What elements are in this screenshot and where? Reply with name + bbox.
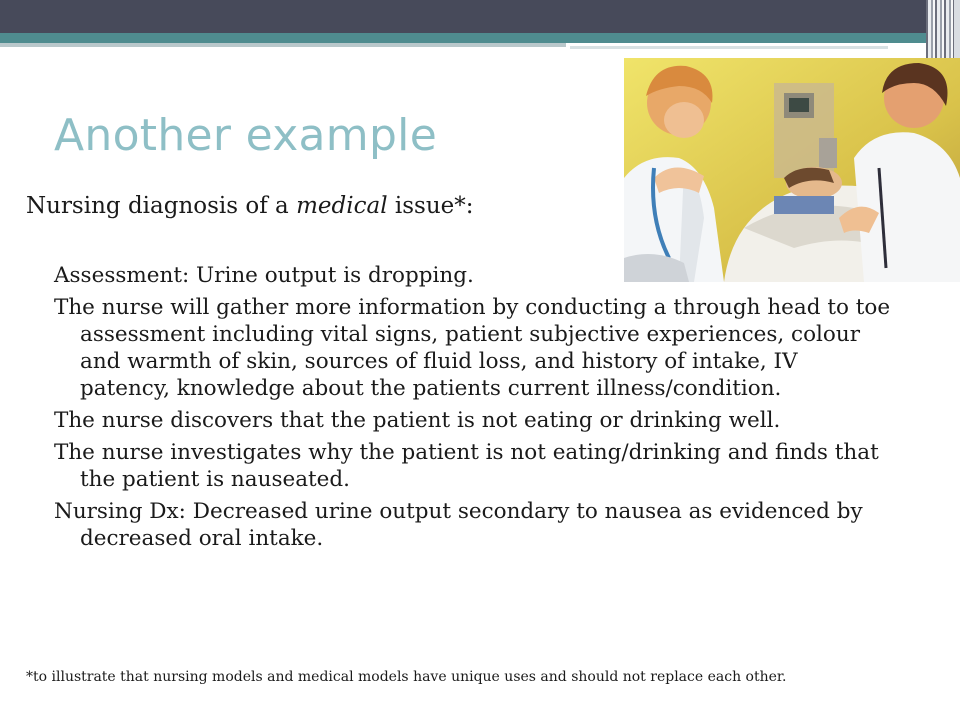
header-dark-band <box>0 0 960 33</box>
header-accent-line <box>0 43 566 47</box>
subtitle-emphasis: medical <box>296 193 388 219</box>
subtitle-suffix: issue*: <box>387 193 474 219</box>
slide-footnote: *to illustrate that nursing models and medical models have unique uses and should not replace each other. <box>26 669 787 685</box>
investigation-paragraph: The nurse investigates why the patient is not eating/drinking and finds that the patient is nauseated. <box>54 440 879 492</box>
assessment-paragraph: Assessment: Urine output is dropping. <box>54 263 474 288</box>
header-accent-line-secondary <box>570 46 888 49</box>
discovery-paragraph: The nurse discovers that the patient is not eating or drinking well. <box>54 408 781 433</box>
gather-information-paragraph: The nurse will gather more information by conducting a through head to toe assessment including vital signs, patient subjective experiences, colour and warmth of skin, sources of fluid loss, and history of intake, IV patency, knowledge about the patients current illness/condition. <box>54 295 891 401</box>
slide-body <box>54 262 894 552</box>
edge-block-decoration <box>954 0 960 64</box>
nurses-at-bedside-photo <box>624 58 960 282</box>
slide-title: Another example <box>54 110 438 161</box>
slide-subtitle <box>26 193 474 219</box>
nursing-dx-paragraph: Nursing Dx: Decreased urine output secondary to nausea as evidenced by decreased oral intake. <box>54 499 863 551</box>
subtitle-prefix: Nursing diagnosis of a <box>26 193 297 219</box>
header-teal-band <box>0 33 960 43</box>
